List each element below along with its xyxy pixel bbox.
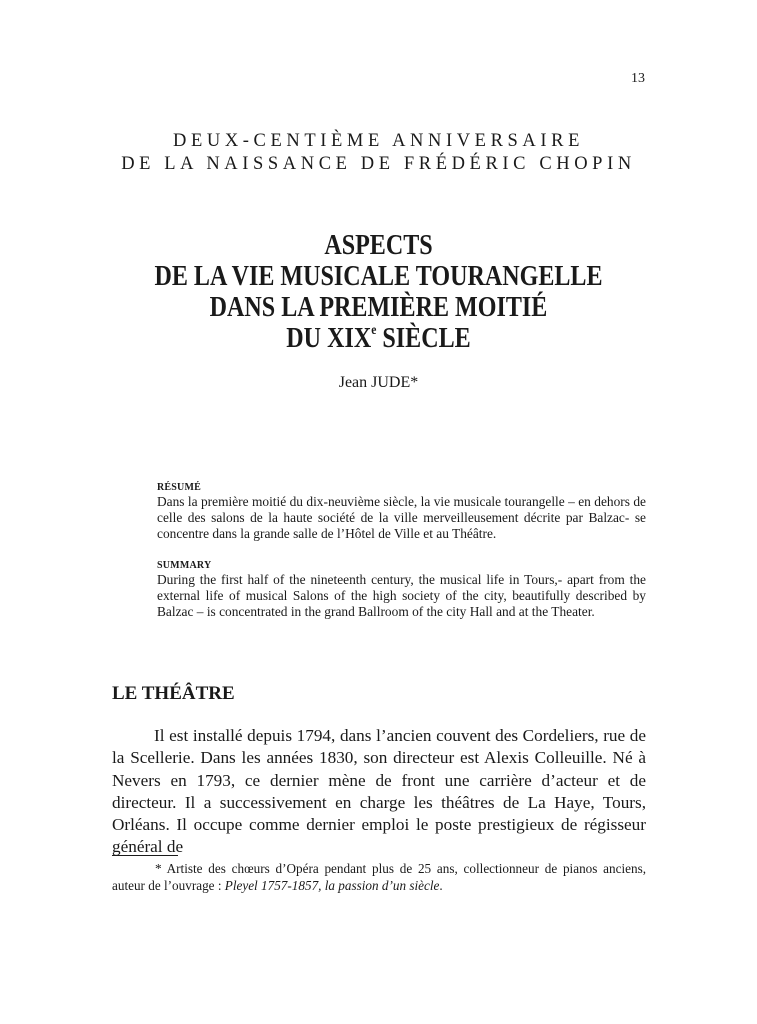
author-name: Jean JUDE* xyxy=(338,374,419,391)
body-paragraph: Il est installé depuis 1794, dans l’ancien couvent des Cordeliers, rue de la Scellerie. Dans les années 1830, son directeur est Alexis Colleuille. Né à Nevers en 1793, ce dernier mène de front une carrière d’acteur et de directeur. Il a successivement en charge les théâtres de La Haye, Tours, Orléans. Il occupe comme dernier emploi le poste prestigieux de régisseur général de xyxy=(112,726,646,857)
section-heading: LE THÉÂTRE xyxy=(112,683,235,704)
title-century-superscript: e xyxy=(371,323,377,338)
footnote-end: . xyxy=(439,878,443,893)
article-title-line-2: DE LA VIE MUSICALE TOURANGELLE xyxy=(154,260,603,292)
series-heading-line-1: DEUX-CENTIÈME ANNIVERSAIRE xyxy=(173,131,584,151)
series-heading xyxy=(0,130,757,176)
article-title-line-1: ASPECTS xyxy=(324,229,433,261)
abstract-french-text: Dans la première moitié du dix-neuvième siècle, la vie musicale tourangelle – en dehors de celle des salons de la haute société de la ville merveilleusement décrite par Balzac- se concentre dans la grande salle de l’Hôtel de Ville et au Théâtre. xyxy=(157,494,646,541)
abstract-english-text: During the first half of the nineteenth century, the musical life in Tours,- apart from the external life of musical Salons of the high society of the city, beautifully described by Balzac – is concentrated in the grand Ballroom of the city Hall and at the Theater. xyxy=(157,572,646,619)
article-title xyxy=(64,230,692,354)
series-heading-line-2: DE LA NAISSANCE DE FRÉDÉRIC CHOPIN xyxy=(121,154,636,174)
footnote-book-title: Pleyel 1757-1857, la passion d’un siècle xyxy=(224,878,440,893)
footnote-text: * Artiste des chœurs d’Opéra pendant plus de 25 ans, collectionneur de pianos anciens, auteur de l’ouvrage : xyxy=(112,861,646,893)
title-century-roman: DU XIX xyxy=(286,322,372,354)
footnote xyxy=(112,860,646,894)
footnote-divider xyxy=(112,855,178,856)
title-century-word: SIÈCLE xyxy=(376,322,471,354)
article-title-line-3: DANS LA PREMIÈRE MOITIÉ xyxy=(209,291,548,323)
article-title-line-4 xyxy=(64,323,692,354)
abstract-english-label: SUMMARY xyxy=(157,560,212,571)
abstract-english xyxy=(157,559,646,620)
abstract-french-label: RÉSUMÉ xyxy=(157,482,201,493)
page-number: 13 xyxy=(631,71,645,86)
abstract-french xyxy=(157,481,646,542)
